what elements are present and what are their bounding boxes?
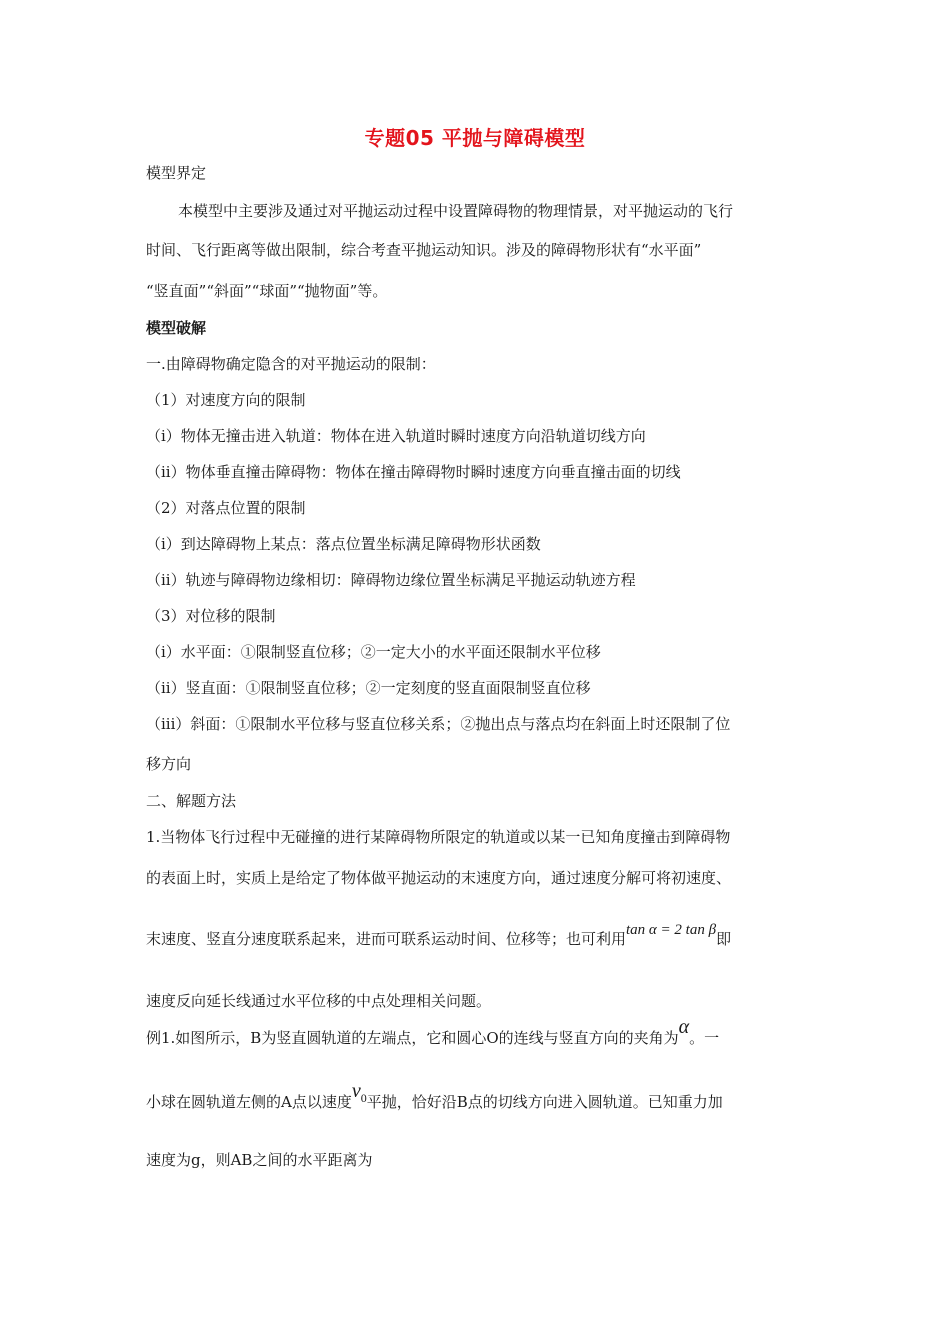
v-letter: v (351, 1080, 361, 1102)
list-item: （ii）轨迹与障碍物边缘相切：障碍物边缘位置坐标满足平抛运动轨迹方程 (146, 571, 636, 589)
paragraph-line: 的表面上时，实质上是给定了物体做平抛运动的末速度方向，通过速度分解可将初速度、 (146, 869, 732, 887)
section-heading-model-solution: 模型破解 (146, 319, 207, 337)
page-title: 专题05 平抛与障碍模型 (364, 126, 586, 150)
subheading-method: 二、解题方法 (146, 792, 237, 810)
paragraph-text: 即 (716, 930, 732, 948)
section-heading-model-definition: 模型界定 (146, 164, 207, 182)
example-text: 。一 (689, 1029, 720, 1047)
paragraph-line: 1.当物体飞行过程中无碰撞的进行某障碍物所限定的轨道或以某一已知角度撞击到障碍物 (146, 828, 731, 846)
example-line: 速度为g，则AB之间的水平距离为 (146, 1151, 373, 1169)
v0-symbol (351, 1080, 367, 1105)
list-item: （1）对速度方向的限制 (146, 391, 306, 409)
paragraph-line-with-formula (146, 922, 732, 950)
paragraph-line: “竖直面”“斜面”“球面”“抛物面”等。 (146, 282, 388, 300)
formula: tan α = 2 tan β (626, 922, 717, 938)
list-item: 移方向 (146, 755, 192, 773)
paragraph-line: 速度反向延长线通过水平位移的中点处理相关问题。 (146, 992, 492, 1010)
paragraph-line: 时间、飞行距离等做出限制，综合考查平抛运动知识。涉及的障碍物形状有“水平面” (146, 241, 702, 259)
subheading-constraints: 一.由障碍物确定隐含的对平抛运动的限制： (146, 355, 436, 373)
list-item: （i）到达障碍物上某点：落点位置坐标满足障碍物形状函数 (146, 535, 541, 553)
paragraph-line: 本模型中主要涉及通过对平抛运动过程中设置障碍物的物理情景，对平抛运动的飞行 (178, 202, 734, 220)
example-text: 小球在圆轨道左侧的A点以速度 (146, 1093, 352, 1111)
v-subscript: 0 (360, 1091, 367, 1105)
example-line (146, 1080, 723, 1118)
example-text: 例1.如图所示，B为竖直圆轨道的左端点，它和圆心O的连线与竖直方向的夹角为 (146, 1029, 679, 1047)
example-text: 平抛，恰好沿B点的切线方向进入圆轨道。已知重力加 (366, 1093, 723, 1111)
list-item: （2）对落点位置的限制 (146, 499, 306, 517)
paragraph-text: 末速度、竖直分速度联系起来，进而可联系运动时间、位移等；也可利用 (146, 930, 627, 948)
list-item: （iii）斜面：①限制水平位移与竖直位移关系；②抛出点与落点均在斜面上时还限制了位 (146, 715, 731, 733)
list-item: （ii）竖直面：①限制竖直位移；②一定刻度的竖直面限制竖直位移 (146, 679, 591, 697)
alpha-symbol: α (678, 1016, 690, 1038)
list-item: （i）水平面：①限制竖直位移；②一定大小的水平面还限制水平位移 (146, 643, 601, 661)
list-item: （i）物体无撞击进入轨道：物体在进入轨道时瞬时速度方向沿轨道切线方向 (146, 427, 646, 445)
list-item: （ii）物体垂直撞击障碍物：物体在撞击障碍物时瞬时速度方向垂直撞击面的切线 (146, 463, 681, 481)
list-item: （3）对位移的限制 (146, 607, 276, 625)
example-line (146, 1016, 720, 1048)
